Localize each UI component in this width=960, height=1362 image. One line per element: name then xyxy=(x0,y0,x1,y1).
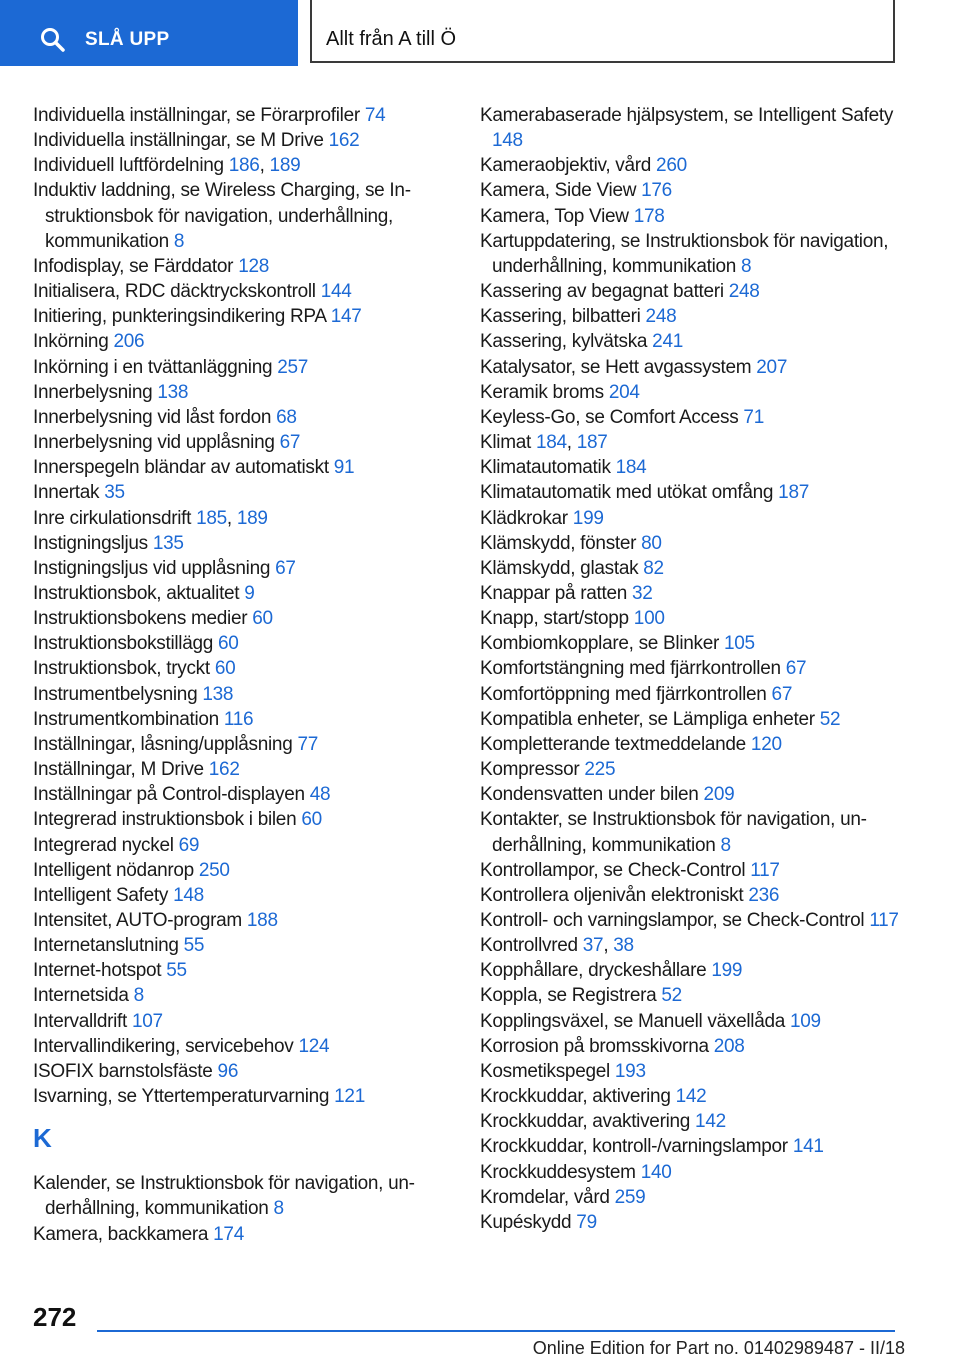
page-reference-link[interactable]: 55 xyxy=(183,935,205,957)
index-entry xyxy=(480,1009,910,1034)
index-column-right xyxy=(480,103,910,1235)
page-reference-link[interactable]: 8 xyxy=(133,985,144,1007)
index-entry-text: Initiering, punkteringsindikering RPA xyxy=(33,306,331,328)
index-entry-text: Innerspegeln bländar av automatiskt xyxy=(33,457,334,479)
page-reference-link[interactable]: 8 xyxy=(741,255,752,277)
page-reference-link[interactable]: 117 xyxy=(869,910,899,931)
index-entry xyxy=(33,103,463,128)
index-entry xyxy=(480,908,910,933)
page-reference-link[interactable]: 176 xyxy=(641,180,672,202)
page-reference-link[interactable]: 120 xyxy=(750,733,782,755)
index-entry-text: Kondensvatten under bilen xyxy=(480,784,704,806)
index-entry-text: Induktiv laddning, se Wireless Charging, se Instruktionsbok för navigation, underhållning, kommunikation xyxy=(33,180,412,252)
index-entry-text: Inkörning xyxy=(33,331,114,353)
index-entry-text: Kartuppdatering, se Instruktionsbok för navigation, underhållning, kommunikation xyxy=(480,230,889,277)
index-entry-text: Inställningar, M Drive xyxy=(33,759,209,781)
index-entry xyxy=(33,531,463,556)
index-entry xyxy=(480,178,910,203)
page-reference-link[interactable]: 8 xyxy=(273,1198,284,1220)
search-icon xyxy=(40,27,66,53)
index-entry-text: Internetsida xyxy=(33,985,134,1007)
index-entry-text: Kontrollvred xyxy=(480,935,583,957)
index-entry xyxy=(33,908,463,933)
page-reference-link[interactable]: 100 xyxy=(633,608,665,630)
index-entry-text: Knapp, start/stopp xyxy=(480,608,634,630)
page-reference-link[interactable]: 187 xyxy=(778,482,809,504)
index-entry xyxy=(480,229,910,279)
page-reference-link[interactable]: 225 xyxy=(584,759,616,781)
index-entry xyxy=(33,1034,463,1059)
a-to-z-label: Allt från A till Ö xyxy=(326,28,457,50)
index-entry xyxy=(480,355,910,380)
index-entry xyxy=(480,1160,910,1185)
index-entry xyxy=(33,606,463,631)
index-entry-text: Kompletterande textmeddelande xyxy=(480,733,751,755)
index-entry xyxy=(33,430,463,455)
index-entry-text: Kopphållare, dryckeshållare xyxy=(480,960,712,982)
index-entry xyxy=(480,506,910,531)
page-reference-link[interactable]: 79 xyxy=(576,1211,597,1233)
index-entry-text: Innerbelysning xyxy=(33,381,158,403)
index-entry xyxy=(33,833,463,858)
index-entry xyxy=(480,606,910,631)
index-entry xyxy=(33,254,463,279)
page-reference-link[interactable]: 187 xyxy=(576,432,608,454)
index-entry-text: Koppla, se Registrera xyxy=(480,985,662,1007)
index-entry xyxy=(480,153,910,178)
index-entry xyxy=(33,858,463,883)
index-entry xyxy=(33,1009,463,1034)
page-reference-link[interactable]: 105 xyxy=(724,633,755,655)
index-entry-text: Klimatautomatik med utökat omfång xyxy=(480,482,779,504)
page-reference-link[interactable]: 8 xyxy=(720,834,731,856)
index-entry xyxy=(480,1109,910,1134)
index-entry xyxy=(480,204,910,229)
index-entry-text: Instigningsljus xyxy=(33,532,153,554)
index-entry-text: Krockkuddar, kontroll-/varningslampor xyxy=(480,1136,793,1158)
page-reference-link[interactable]: 185 xyxy=(196,507,227,529)
index-entry xyxy=(33,178,463,253)
index-entry-text: Komfortöppning med fjärrkontrollen xyxy=(480,683,772,705)
index-entry xyxy=(33,682,463,707)
index-entry xyxy=(33,506,463,531)
index-entry xyxy=(33,581,463,606)
page-reference-link[interactable]: 248 xyxy=(645,306,677,328)
index-entry-text: Isvarning, se Yttertemperaturvarning xyxy=(33,1086,335,1108)
page-reference-link[interactable]: 67 xyxy=(279,432,301,454)
search-button[interactable] xyxy=(0,0,298,66)
page-reference-link[interactable]: 35 xyxy=(104,482,125,504)
index-entry xyxy=(480,1134,910,1159)
index-entry xyxy=(33,883,463,908)
section-letter-k: K xyxy=(33,1123,52,1154)
edition-footer: Online Edition for Part no. 01402989487 - II/18 xyxy=(532,1338,905,1358)
index-entry xyxy=(33,1084,463,1109)
index-entry-text: Internet-hotspot xyxy=(33,960,167,982)
page-reference-link[interactable]: 189 xyxy=(269,155,301,177)
page-reference-link[interactable]: 128 xyxy=(238,255,269,277)
index-entry-text: Keyless-Go, se Comfort Access xyxy=(480,406,744,428)
index-entry-text: Kontakter, se Instruktionsbok för navigation, underhållning, kommunikation xyxy=(480,809,867,856)
index-entry-text: Instrumentkombination xyxy=(33,708,224,730)
index-entry xyxy=(480,732,910,757)
ref-separator: , xyxy=(566,432,577,454)
page-reference-link[interactable]: 148 xyxy=(492,130,523,152)
index-entry-text: Kamera, Side View xyxy=(480,180,642,202)
index-entry-text: Kamerabaserade hjälpsystem, se Intelligent Safety xyxy=(480,105,894,126)
page-reference-link[interactable]: 189 xyxy=(236,507,268,529)
page-reference-link[interactable]: 241 xyxy=(652,331,683,353)
index-entry xyxy=(33,933,463,958)
index-entry-text: Kassering av begagnat batteri xyxy=(480,281,729,303)
index-entry xyxy=(33,1222,463,1247)
index-entry xyxy=(33,782,463,807)
index-entry xyxy=(480,279,910,304)
page-reference-link[interactable]: 199 xyxy=(711,960,743,982)
index-entry xyxy=(480,531,910,556)
index-entry xyxy=(33,757,463,782)
page-reference-link[interactable]: 52 xyxy=(661,985,682,1007)
page-reference-link[interactable]: 38 xyxy=(613,935,634,957)
index-entry-text: Integrerad instruktionsbok i bilen xyxy=(33,809,302,831)
page-reference-link[interactable]: 207 xyxy=(756,356,788,378)
index-entry-text: Kamera, Top View xyxy=(480,205,634,227)
index-entry-text: Kameraobjektiv, vård xyxy=(480,155,657,177)
index-entry-text: Kassering, kylvätska xyxy=(480,331,653,353)
index-entry xyxy=(33,1171,463,1221)
index-entry xyxy=(33,707,463,732)
index-entry-text: Initialisera, RDC däcktryckskontroll xyxy=(33,281,321,303)
page-reference-link[interactable]: 48 xyxy=(309,784,331,806)
index-entry-text: Kromdelar, vård xyxy=(480,1186,615,1208)
left-entries xyxy=(33,103,463,1109)
index-entry-text: Kassering, bilbatteri xyxy=(480,306,646,328)
index-entry-text: Klimatautomatik xyxy=(480,457,616,479)
page-reference-link[interactable]: 37 xyxy=(582,935,604,957)
page-reference-link[interactable]: 162 xyxy=(208,759,240,781)
index-entry-text: Instigningsljus vid upplåsning xyxy=(33,557,276,579)
page-reference-link[interactable]: 174 xyxy=(213,1223,244,1245)
index-entry-text: Keramik broms xyxy=(480,381,609,403)
page-reference-link[interactable]: 178 xyxy=(633,205,665,227)
index-entry xyxy=(480,581,910,606)
page-reference-link[interactable]: 236 xyxy=(748,884,780,906)
index-entry-text: Instruktionsbokens medier xyxy=(33,608,253,630)
index-entry-text: Knappar på ratten xyxy=(480,582,632,604)
page-reference-link[interactable]: 52 xyxy=(819,708,841,730)
page-reference-link[interactable]: 148 xyxy=(173,884,204,906)
index-entry xyxy=(480,103,910,153)
index-entry-text: Kalender, se Instruktionsbok för navigation, underhållning, kommunikation xyxy=(33,1173,415,1220)
page-reference-link[interactable]: 144 xyxy=(320,281,352,303)
index-entry-text: Individuell luftfördelning xyxy=(33,155,229,177)
page-reference-link[interactable]: 186 xyxy=(228,155,260,177)
right-entries xyxy=(480,103,910,1235)
ref-separator: , xyxy=(603,935,614,957)
index-entry-text: Intervallindikering, servicebehov xyxy=(33,1035,299,1057)
page-reference-link[interactable]: 77 xyxy=(297,733,318,755)
page-reference-link[interactable]: 109 xyxy=(789,1010,821,1032)
index-entry-text: Kamera, backkamera xyxy=(33,1223,214,1245)
index-entry xyxy=(480,883,910,908)
page-reference-link[interactable]: 142 xyxy=(695,1111,726,1133)
index-entry xyxy=(33,304,463,329)
index-entry xyxy=(33,355,463,380)
page-reference-link[interactable]: 82 xyxy=(643,557,664,579)
index-entry-text: Internetanslutning xyxy=(33,935,184,957)
index-entry xyxy=(480,405,910,430)
index-entry xyxy=(480,858,910,883)
page-reference-link[interactable]: 206 xyxy=(113,331,145,353)
index-entry xyxy=(480,631,910,656)
index-entry-text: ISOFIX barnstolsfäste xyxy=(33,1060,218,1082)
index-entry xyxy=(480,1034,910,1059)
index-entry xyxy=(480,1084,910,1109)
page-reference-link[interactable]: 60 xyxy=(218,633,239,655)
index-entry-text: Intensitet, AUTO-program xyxy=(33,910,247,931)
index-entry xyxy=(480,1059,910,1084)
index-entry xyxy=(33,983,463,1008)
index-entry xyxy=(33,556,463,581)
index-entry xyxy=(33,128,463,153)
page-reference-link[interactable]: 208 xyxy=(713,1035,745,1057)
index-entry-text: Kombiomkopplare, se Blinker xyxy=(480,633,724,655)
page-number: 272 xyxy=(33,1302,77,1332)
page-reference-link[interactable]: 260 xyxy=(656,155,687,177)
page-reference-link[interactable]: 162 xyxy=(328,130,360,152)
index-entry-text: Innerbelysning vid upplåsning xyxy=(33,432,280,454)
ref-separator: , xyxy=(226,507,237,529)
page-reference-link[interactable]: 107 xyxy=(131,1010,163,1032)
page-reference-link[interactable]: 60 xyxy=(214,658,236,680)
index-entry-text: Intelligent Safety xyxy=(33,884,174,906)
index-entry-text: Korrosion på bromsskivorna xyxy=(480,1035,714,1057)
index-entry xyxy=(480,1185,910,1210)
page-reference-link[interactable]: 250 xyxy=(198,859,230,881)
index-entry-text: Instruktionsbokstillägg xyxy=(33,633,219,655)
index-entry-text: Kompressor xyxy=(480,759,585,781)
page-reference-link[interactable]: 184 xyxy=(615,457,647,479)
index-entry xyxy=(33,958,463,983)
index-entry-text: Infodisplay, se Färddator xyxy=(33,255,239,277)
index-entry-text: Krockkuddesystem xyxy=(480,1161,641,1183)
index-entry xyxy=(33,279,463,304)
page-reference-link[interactable]: 67 xyxy=(275,557,296,579)
index-entry-text: Innerbelysning vid låst fordon xyxy=(33,406,277,428)
page-reference-link[interactable]: 8 xyxy=(173,230,185,252)
index-entry-text: Inställningar, låsning/upplåsning xyxy=(33,733,298,755)
index-entry-text: Individuella inställningar, se M Drive xyxy=(33,130,329,152)
index-entry xyxy=(33,807,463,832)
page-reference-link[interactable]: 67 xyxy=(771,683,793,705)
page-reference-link[interactable]: 32 xyxy=(632,582,653,604)
page-reference-link[interactable]: 193 xyxy=(614,1060,646,1082)
page-reference-link[interactable]: 248 xyxy=(728,281,760,303)
index-entry xyxy=(480,757,910,782)
index-entry xyxy=(480,933,910,958)
index-entry xyxy=(33,405,463,430)
index-entry xyxy=(33,153,463,178)
a-to-z-index-button[interactable] xyxy=(310,0,895,63)
page-reference-link[interactable]: 67 xyxy=(785,658,807,680)
index-entry xyxy=(33,380,463,405)
page-reference-link[interactable]: 138 xyxy=(157,381,189,403)
page-reference-link[interactable]: 91 xyxy=(333,457,355,479)
index-entry-text: Kompatibla enheter, se Lämpliga enheter xyxy=(480,708,820,730)
ref-separator: , xyxy=(259,155,270,177)
index-entry-text: Integrerad nyckel xyxy=(33,834,179,856)
index-entry xyxy=(480,455,910,480)
top-navigation xyxy=(0,0,960,66)
page-reference-link[interactable]: 184 xyxy=(535,432,567,454)
index-entry xyxy=(480,556,910,581)
index-column-left xyxy=(33,103,463,1247)
index-entry-text: Instruktionsbok, aktualitet xyxy=(33,582,245,604)
page-reference-link[interactable]: 60 xyxy=(301,809,322,831)
page-reference-link[interactable]: 142 xyxy=(675,1086,707,1108)
index-entry xyxy=(480,807,910,857)
page-reference-link[interactable]: 204 xyxy=(608,381,640,403)
index-entry-text: Inkörning i en tvättanläggning xyxy=(33,356,278,378)
page-reference-link[interactable]: 96 xyxy=(217,1060,239,1082)
page-reference-link[interactable]: 74 xyxy=(364,105,386,126)
page-reference-link[interactable]: 259 xyxy=(614,1186,646,1208)
index-entry xyxy=(33,329,463,354)
page-reference-link[interactable]: 138 xyxy=(202,683,234,705)
page-reference-link[interactable]: 69 xyxy=(178,834,200,856)
page-reference-link[interactable]: 147 xyxy=(330,306,362,328)
index-entry xyxy=(33,455,463,480)
index-entry xyxy=(480,480,910,505)
index-entry xyxy=(480,983,910,1008)
index-entry-text: Kupéskydd xyxy=(480,1211,577,1233)
index-entry-text: Instruktionsbok, tryckt xyxy=(33,658,215,680)
index-entry xyxy=(480,682,910,707)
page-reference-link[interactable]: 209 xyxy=(703,784,735,806)
index-entry-text: Klämskydd, glastak xyxy=(480,557,644,579)
index-entry-text: Klimat xyxy=(480,432,536,454)
index-entry-text: Klämskydd, fönster xyxy=(480,532,642,554)
page-reference-link[interactable]: 60 xyxy=(252,608,273,630)
index-entry xyxy=(480,707,910,732)
index-entry-text: Instrumentbelysning xyxy=(33,683,203,705)
page-reference-link[interactable]: 68 xyxy=(276,406,297,428)
page-reference-link[interactable]: 116 xyxy=(223,708,254,730)
page-reference-link[interactable]: 121 xyxy=(334,1086,365,1108)
page-reference-link[interactable]: 257 xyxy=(277,356,309,378)
page-reference-link[interactable]: 188 xyxy=(246,910,278,931)
index-entry-text: Kontrollampor, se Check-Control xyxy=(480,859,751,881)
page-reference-link[interactable]: 199 xyxy=(572,507,604,529)
index-entry-text: Katalysator, se Hett avgassystem xyxy=(480,356,757,378)
page-reference-link[interactable]: 71 xyxy=(743,406,764,428)
page-reference-link[interactable]: 55 xyxy=(166,960,187,982)
index-entry-text: Individuella inställningar, se Förarprofiler xyxy=(33,105,365,126)
index-entry xyxy=(480,782,910,807)
page-reference-link[interactable]: 135 xyxy=(152,532,184,554)
index-entry xyxy=(480,329,910,354)
index-entry xyxy=(33,656,463,681)
index-entry xyxy=(480,958,910,983)
index-entry-text: Intelligent nödanrop xyxy=(33,859,199,881)
index-entry-text: Inställningar på Control-displayen xyxy=(33,784,310,806)
index-entry xyxy=(480,430,910,455)
search-button-label: SLÅ UPP xyxy=(85,29,170,50)
index-entry-text: Kopplingsväxel, se Manuell växellåda xyxy=(480,1010,790,1032)
page-reference-link[interactable]: 124 xyxy=(298,1035,330,1057)
index-entry-text: Kosmetikspegel xyxy=(480,1060,615,1082)
index-entry-text: Klädkrokar xyxy=(480,507,573,529)
index-entry-text: Kontroll- och varningslampor, se Check-Control xyxy=(480,910,870,931)
footer-divider xyxy=(97,1330,895,1332)
index-entry-text: Innertak xyxy=(33,482,105,504)
index-entry-text: Krockkuddar, avaktivering xyxy=(480,1111,696,1133)
index-entry-text: Intervalldrift xyxy=(33,1010,132,1032)
left-entries-k xyxy=(33,1171,463,1246)
index-entry xyxy=(33,480,463,505)
page-reference-link[interactable]: 9 xyxy=(244,582,255,604)
page-reference-link[interactable]: 117 xyxy=(750,859,780,881)
index-entry-text: Krockkuddar, aktivering xyxy=(480,1086,676,1108)
index-entry xyxy=(33,631,463,656)
index-entry-text: Komfortstängning med fjärrkontrollen xyxy=(480,658,786,680)
index-entry-text: Kontrollera oljenivån elektroniskt xyxy=(480,884,749,906)
index-entry xyxy=(33,732,463,757)
index-entry xyxy=(480,1210,910,1235)
index-entry-text: Inre cirkulationsdrift xyxy=(33,507,197,529)
index-entry xyxy=(480,656,910,681)
index-entry xyxy=(33,1059,463,1084)
page-reference-link[interactable]: 80 xyxy=(641,532,662,554)
index-entry xyxy=(480,380,910,405)
page-reference-link[interactable]: 141 xyxy=(792,1136,824,1158)
page-reference-link[interactable]: 140 xyxy=(640,1161,672,1183)
index-entry xyxy=(480,304,910,329)
